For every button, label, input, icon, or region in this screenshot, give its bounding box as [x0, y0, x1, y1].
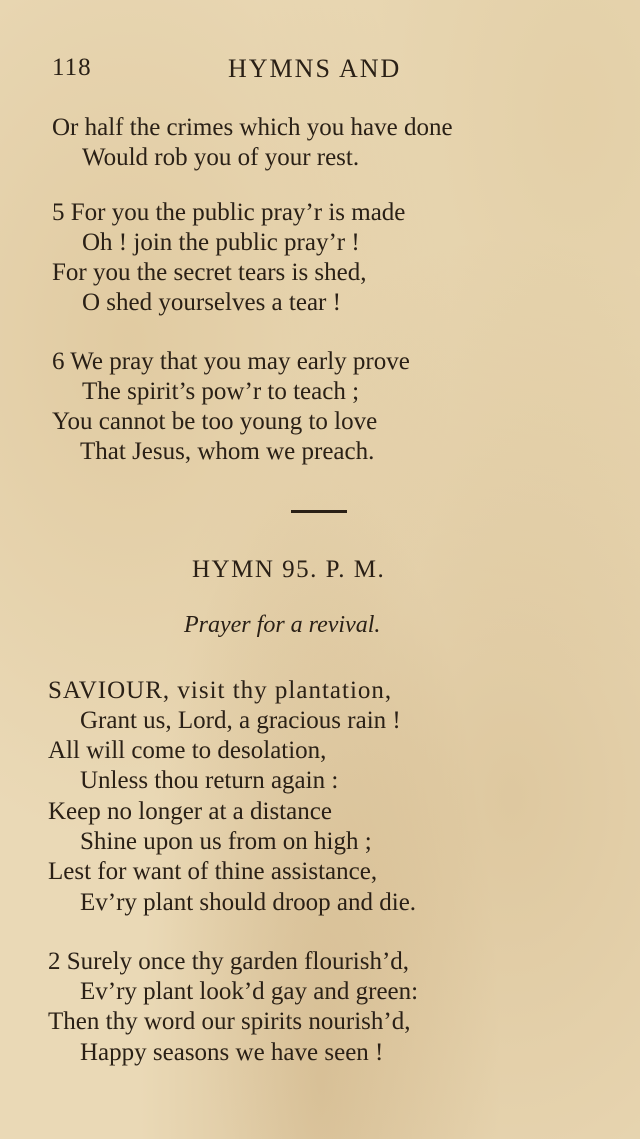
- verse-line: Happy seasons we have seen !: [80, 1039, 384, 1066]
- section-divider: [291, 510, 347, 513]
- verse-line: Or half the crimes which you have done: [52, 114, 453, 141]
- verse-line: The spirit’s pow’r to teach ;: [82, 378, 360, 405]
- verse-line: You cannot be too young to love: [52, 408, 378, 435]
- page-header: [52, 54, 440, 88]
- verse-line: O shed yourselves a tear !: [82, 289, 341, 316]
- running-head: HYMNS AND: [228, 54, 402, 83]
- verse-line: Lest for want of thine assistance,: [48, 858, 378, 885]
- verse-line: Unless thou return again :: [80, 767, 339, 794]
- verse-line: Ev’ry plant should droop and die.: [80, 889, 417, 916]
- verse-line: Keep no longer at a distance: [48, 798, 332, 825]
- page-number: 118: [52, 54, 92, 81]
- verse-line: 6 We pray that you may early prove: [52, 348, 410, 375]
- hymn-subtitle: Prayer for a revival.: [184, 612, 381, 638]
- verse-line: That Jesus, whom we preach.: [80, 438, 375, 465]
- verse-line: 5 For you the public pray’r is made: [52, 199, 406, 226]
- verse-line: Grant us, Lord, a gracious rain !: [80, 707, 401, 734]
- verse-line: Oh ! join the public pray’r !: [82, 229, 360, 256]
- verse-line: For you the secret tears is shed,: [52, 259, 367, 286]
- verse-line: All will come to desolation,: [48, 737, 327, 764]
- hymn-title: HYMN 95. P. M.: [192, 556, 386, 583]
- verse-line: Shine upon us from on high ;: [80, 828, 372, 855]
- verse-line: Then thy word our spirits nourish’d,: [48, 1008, 411, 1035]
- verse-line: Would rob you of your rest.: [82, 144, 360, 171]
- verse-line: SAVIOUR, visit thy plantation,: [48, 677, 393, 704]
- verse-line: 2 Surely once thy garden flourish’d,: [48, 948, 410, 975]
- verse-line: Ev’ry plant look’d gay and green:: [80, 978, 419, 1005]
